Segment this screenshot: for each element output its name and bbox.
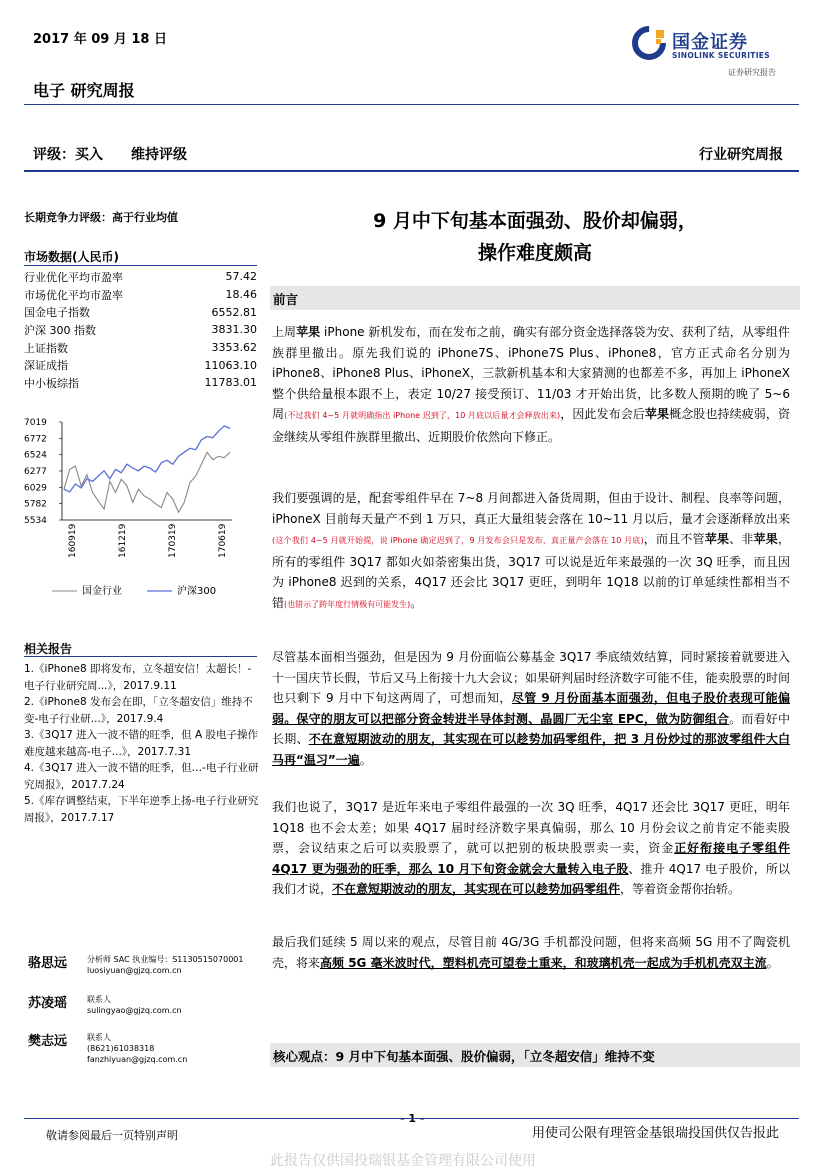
analyst-card [24,1030,259,1070]
analyst-name: 苏凌瑶 [28,996,68,1011]
market-data-title: 市场数据(人民币) [24,250,119,264]
document-type: 电子 研究周报 [33,81,135,100]
y-tick-label: 5782 [24,499,47,510]
analyst-card [24,952,259,982]
related-reports-list [24,661,259,826]
analyst-email[interactable]: fanzhiyuan@gjzq.com.cn [87,1055,188,1064]
y-tick-label: 6524 [24,450,47,461]
sinolink-logo [632,26,792,82]
row-label: 上证指数 [24,341,68,355]
row-value: 18.46 [225,288,257,302]
watermark: 此报告仅供国投瑞银基金管理有限公司使用 [270,1153,536,1169]
table-row [24,321,257,339]
rating-label: 评级：买入 [33,147,103,163]
row-label: 国金电子指数 [24,306,90,320]
row-value: 3353.62 [211,341,257,355]
paragraph-2: 我们要强调的是，配套零组件早在 7~8 月间都进入备货周期，但由于设计、制程、良率等问题，iPhoneX 目前每天量产不到 1 万只，真正大量组装会落在 10~11 月以后，量才会逐渐释放出来(这个我们 4~5 月就开始提，说 iPhone 确定迟到了，9 月发布会只是发布，真正量产会落在 10 月底)，而且不管苹果、非苹果，所有的零组件 3Q17 都如火如荼密集出货，3Q17 可以说是近年来最强的一次 3Q 旺季，而且因为 iPhone8 迟到的关系，4Q17 还会比 3Q17 更旺，到明年 1Q18 以前的订单延续性都相当不错(也错示了跨年度行情极有可能发生)。 [272,491,790,610]
table-row [24,339,257,357]
section-heading: 前言 [270,286,800,310]
analyst-card [24,992,259,1022]
logo-subtitle: 证券研究报告 [728,68,776,77]
rating-action: 维持评级 [131,147,187,163]
list-item[interactable]: 5.《库存调整结束，下半年逆季上扬-电子行业研究周报》，2017.7.17 [24,795,259,824]
rating-row [33,144,187,164]
page-number: - 1 - [400,1112,425,1125]
competitive-rating: 长期竞争力评级：高于行业均值 [24,211,178,224]
legend-label: 沪深300 [177,586,217,597]
table-row [24,374,257,392]
header-divider [24,104,799,105]
y-tick-label: 7019 [24,418,47,428]
row-value: 11783.01 [204,376,257,390]
market-data-divider [24,265,257,266]
footer-divider [24,1118,799,1119]
row-label: 深证成指 [24,359,68,373]
paragraph-5: 最后我们延续 5 周以来的观点，尽管目前 4G/3G 手机都没问题，但将来高频 5G 用不了陶瓷机壳，将来高频 5G 毫米波时代，塑料机壳可望卷土重来，和玻璃机壳一起成为手机机壳双主流。 [272,935,790,970]
x-tick-label: 160919 [68,523,78,558]
y-tick-label: 6772 [24,434,47,445]
sinolink-logo-icon [632,26,666,60]
x-tick-label: 170319 [168,523,178,558]
list-item[interactable]: 4.《3Q17 进入一波不错的旺季，但…-电子行业研究周报》，2017.7.24 [24,762,259,791]
list-item[interactable]: 1.《iPhone8 即将发布，立冬超安信！太超长！-电子行业研究周...》，2017.9.11 [24,663,252,692]
y-tick-label: 6029 [24,483,47,494]
report-kind: 行业研究周报 [699,147,783,163]
paragraph-3: 尽管基本面相当强劲，但是因为 9 月份面临公募基金 3Q17 季底绩效结算，同时紧接着就要进入十一国庆节长假，节后又马上衔接十九大会议；如果研判届时经济数字可能不佳，能卖股票的时间也只剩下 9 月中下旬这两周了，可想而知，尽管 9 月份面基本面强劲，但电子股价表现可能偏弱。保守的朋友可以把部分资金转进半导体封测、晶圆厂无尘室 EPC，做为防御组合。而看好中长期、不在意短期波动的朋友，其实现在可以趁势加码零组件，把 3 月份炒过的那波零组件大白马再“温习”一遍。 [272,650,791,767]
analyst-name: 骆思远 [28,956,68,971]
row-value: 57.42 [225,270,257,284]
row-label: 市场优化平均市盈率 [24,288,123,302]
logo-name-cn: 国金证券 [672,32,748,53]
x-tick-label: 170619 [218,523,228,558]
x-tick-label: 161219 [118,523,128,558]
disclaimer-note: 敬请参阅最后一页特别声明 [46,1129,178,1142]
related-reports-divider [24,656,257,657]
y-tick-label: 5534 [24,516,47,526]
list-item[interactable]: 2.《iPhone8 发布会在即，「立冬超安信」维持不变-电子行业研...》，2017.9.4 [24,696,253,725]
analyst-info: 联系人 (8621)61038318 fanzhiyuan@gjzq.com.cn [87,1033,188,1064]
logo-name-en: SINOLINK SECURITIES [672,51,770,60]
related-reports-title: 相关报告 [24,642,73,656]
row-label: 中小板综指 [24,376,79,390]
analyst-email[interactable]: sulingyao@gjzq.com.cn [87,1006,182,1015]
row-label: 行业优化平均市盈率 [24,270,123,284]
analyst-info: 联系人 sulingyao@gjzq.com.cn [87,995,182,1015]
market-data-table [24,268,257,392]
index-chart [22,410,242,610]
usage-note: 用使司公限有理管金基银瑞投国供仅告报此 [531,1126,779,1141]
list-item[interactable]: 3.《3Q17 进入一波不错的旺季，但 A 股电子操作难度越来越高-电子...》，2017.7.31 [24,729,259,758]
paragraph-1: 上周苹果 iPhone 新机发布，而在发布之前，确实有部分资金选择落袋为安、获利了结，从零组件族群里撤出。原先我们说的 iPhone7S、iPhone7S Plus、iPhone8，官方正式命名分别为 iPhone8、iPhone8 Plus、iPhoneX，三款新机基本和大家猜测的也都差不多，再加上 iPhoneX 整个供给量根本跟不上，表定 10/27 接受预订、11/03 才开始出货，比多数人预期的晚了 5~6 周(不过我们 4~5 月就明确指出 iPhone 迟到了，10 月底以后量才会释放出来)，因此发布会后苹果概念股也持续疲弱，资金继续从零组件族群里撤出、近期股价依然向下修正。 [272,325,790,444]
table-row [24,286,257,304]
analyst-info: 分析师 SAC 执业编号：S1130515070001 luosiyuan@gjzq.com.cn [87,955,244,975]
row-value: 11063.10 [204,358,257,372]
series-line-sector [64,452,230,512]
row-value: 6552.81 [211,305,257,319]
paragraph-4: 我们也说了，3Q17 是近年来电子零组件最强的一次 3Q 旺季，4Q17 还会比 3Q17 更旺，明年 1Q18 也不会太差；如果 4Q17 届时经济数字果真偏弱，那么 10 月份会议之前肯定不能卖股票，会议结束之后可以卖股票了，就可以把别的板块股票卖一卖，资金正好衔接电子零组件 4Q17 更为强劲的旺季，那么 10 月下旬资金就会大量转入电子股、推升 4Q17 电子股价，所以我们才说，不在意短期波动的朋友，其实现在可以趁势加码零组件，等着资金帮你抬轿。 [272,800,790,897]
table-row [24,268,257,286]
analyst-name: 樊志远 [28,1034,68,1049]
report-date: 2017 年 09 月 18 日 [33,32,167,47]
y-tick-label: 6277 [24,466,47,477]
legend-label: 国金行业 [82,586,122,597]
analyst-email[interactable]: luosiyuan@gjzq.com.cn [87,966,182,975]
rating-divider [24,170,799,172]
row-value: 3831.30 [211,323,257,337]
core-view: 核心观点：9 月中下旬基本面强、股价偏弱，「立冬超安信」维持不变 [270,1043,800,1067]
row-label: 沪深 300 指数 [24,323,96,337]
article-title: 9 月中下旬基本面强劲、股价却偏弱， 操作难度颇高 [373,210,697,264]
table-row [24,356,257,374]
table-row [24,303,257,321]
